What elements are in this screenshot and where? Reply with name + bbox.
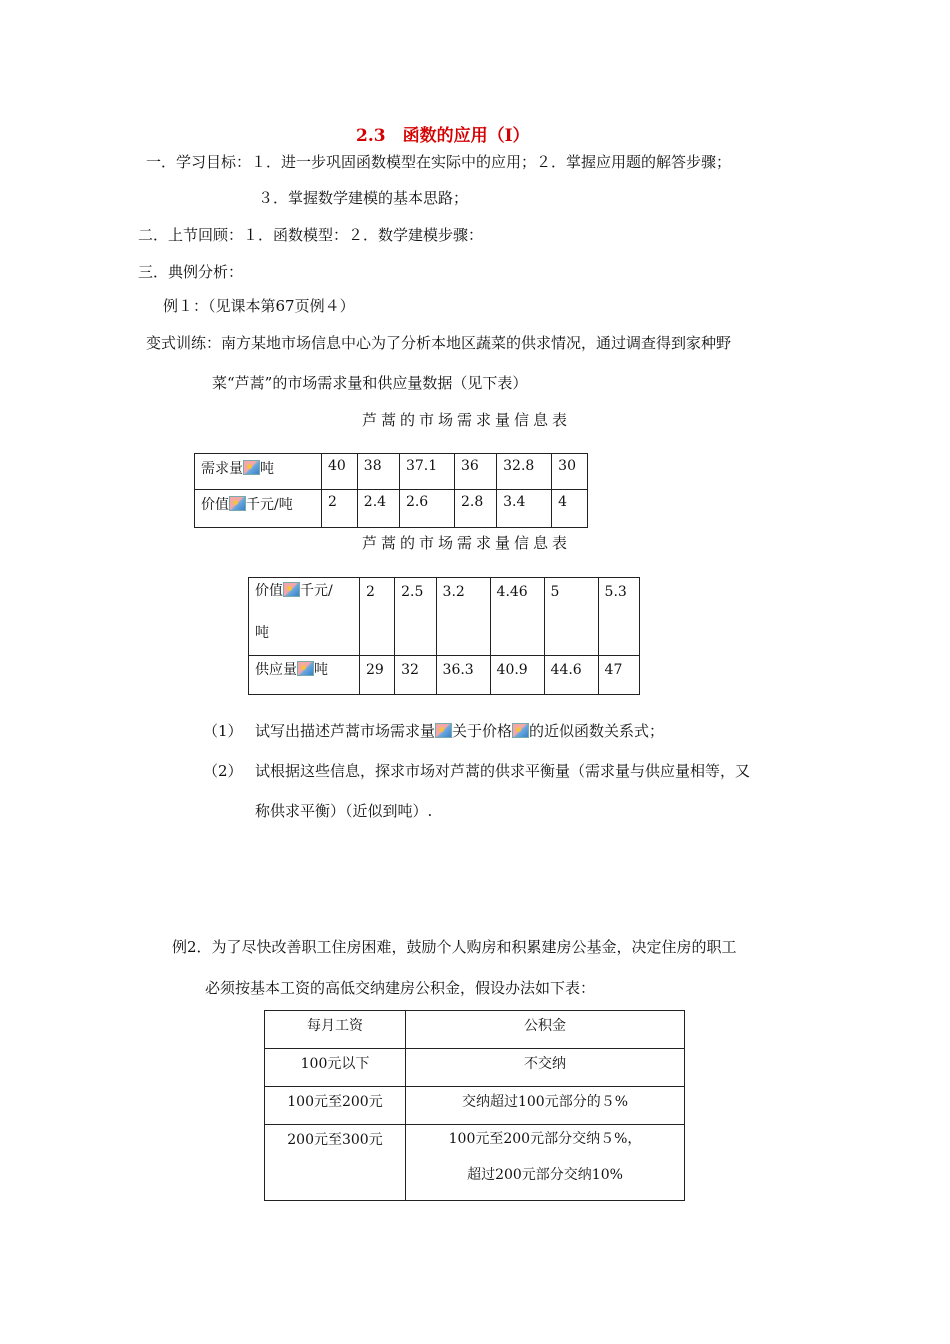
table-row: [265, 1125, 685, 1201]
table-row: [265, 1087, 685, 1125]
table-row: [265, 1049, 685, 1087]
table-cell: 100元以下: [265, 1049, 406, 1087]
question2-line2: 称供求平衡）（近似到吨）.: [255, 802, 433, 820]
table-cell: 2.5: [395, 578, 436, 656]
cell-label-unit: 千元/吨: [246, 497, 293, 513]
cell-label: 供应量: [255, 662, 297, 678]
table-cell: 3.4: [497, 490, 552, 528]
formula-image-icon: [243, 460, 260, 475]
table-header-cell: 每月工资: [265, 1011, 406, 1049]
table-cell: [195, 454, 322, 490]
table-cell: 5.3: [598, 578, 639, 656]
table-cell: [195, 490, 322, 528]
question1-text: [255, 721, 664, 741]
table-row: [195, 454, 588, 490]
table2-caption: 芦蒿的市场需求量信息表: [362, 534, 572, 552]
table-cell: 2: [360, 578, 395, 656]
table-cell: [406, 1125, 685, 1201]
formula-image-icon: [512, 723, 529, 738]
table-cell: 4: [552, 490, 588, 528]
table-row: [195, 490, 588, 528]
question1-number: （1）: [203, 722, 243, 740]
table-cell: [249, 578, 360, 656]
table-cell: 2.6: [399, 490, 454, 528]
table-cell: 38: [357, 454, 399, 490]
cell-line: 100元至200元部分交纳５%，: [448, 1131, 642, 1147]
table-cell: 3.2: [436, 578, 490, 656]
page-title: 2.3 函数的应用（Ⅰ）: [356, 126, 530, 146]
table-row: [249, 578, 640, 656]
table-cell: 37.1: [399, 454, 454, 490]
cell-line: 超过200元部分交纳10%: [467, 1167, 623, 1183]
question1-part-b: 关于价格: [452, 722, 513, 740]
cell-label-unit: 吨: [260, 461, 274, 477]
fund-table: [264, 1010, 685, 1201]
example1-text: 例１：（见课本第67页例４）: [163, 297, 355, 315]
table-cell: 2.4: [357, 490, 399, 528]
table-cell: 47: [598, 656, 639, 695]
table-cell: 200元至300元: [265, 1125, 406, 1201]
table-cell: 29: [360, 656, 395, 695]
formula-image-icon: [283, 582, 300, 597]
demand-table: [194, 453, 588, 528]
table-cell: 4.46: [490, 578, 544, 656]
table-cell: 2: [322, 490, 358, 528]
variant-line2: 菜“芦蒿”的市场需求量和供应量数据（见下表）: [212, 374, 528, 392]
cell-label: 价值: [201, 497, 229, 513]
formula-image-icon: [435, 723, 452, 738]
table1-caption: 芦蒿的市场需求量信息表: [362, 411, 572, 429]
cell-label: 需求量: [201, 461, 243, 477]
question1-part-c: 的近似函数关系式；: [529, 722, 665, 740]
cell-label: 价值: [255, 583, 283, 599]
review-heading: 二．上节回顾：１．函数模型：２．数学建模步骤：: [138, 226, 484, 244]
question2-line1: 试根据这些信息，探求市场对芦蒿的供求平衡量（需求量与供应量相等，又: [255, 762, 751, 780]
table-cell: 36: [454, 454, 496, 490]
question2-number: （2）: [203, 762, 243, 780]
table-cell: 100元至200元: [265, 1087, 406, 1125]
table-cell: 40: [322, 454, 358, 490]
table-cell: 36.3: [436, 656, 490, 695]
cell-label-unit: 千元/: [300, 583, 333, 599]
table-header-row: [265, 1011, 685, 1049]
table-cell: 交纳超过100元部分的５%: [406, 1087, 685, 1125]
table-cell: 32: [395, 656, 436, 695]
question1-part-a: 试写出描述芦蒿市场需求量: [255, 722, 436, 740]
table-cell: 2.8: [454, 490, 496, 528]
example2-line2: 必须按基本工资的高低交纳建房公积金，假设办法如下表：: [205, 979, 596, 997]
table-cell: 30: [552, 454, 588, 490]
table-cell: 40.9: [490, 656, 544, 695]
variant-line1: 变式训练：南方某地市场信息中心为了分析本地区蔬菜的供求情况，通过调查得到家种野: [146, 334, 732, 352]
cell-label-unit: 吨: [314, 662, 328, 678]
table-header-cell: 公积金: [406, 1011, 685, 1049]
table-cell: 5: [544, 578, 598, 656]
table-row: [249, 656, 640, 695]
learning-goals-line2: ３．掌握数学建模的基本思路；: [258, 189, 469, 207]
formula-image-icon: [297, 661, 314, 676]
table-cell: 不交纳: [406, 1049, 685, 1087]
examples-heading: 三．典例分析：: [138, 263, 244, 281]
table-cell: 44.6: [544, 656, 598, 695]
learning-goals-line1: 一．学习目标：１．进一步巩固函数模型在实际中的应用；２．掌握应用题的解答步骤；: [146, 153, 732, 171]
example2-line1: 例2．为了尽快改善职工住房困难，鼓励个人购房和积累建房公基金，决定住房的职工: [172, 938, 737, 956]
cell-label-unit-cont: 吨: [255, 625, 269, 641]
table-cell: [249, 656, 360, 695]
supply-table: [248, 577, 640, 695]
table-cell: 32.8: [497, 454, 552, 490]
formula-image-icon: [229, 496, 246, 511]
